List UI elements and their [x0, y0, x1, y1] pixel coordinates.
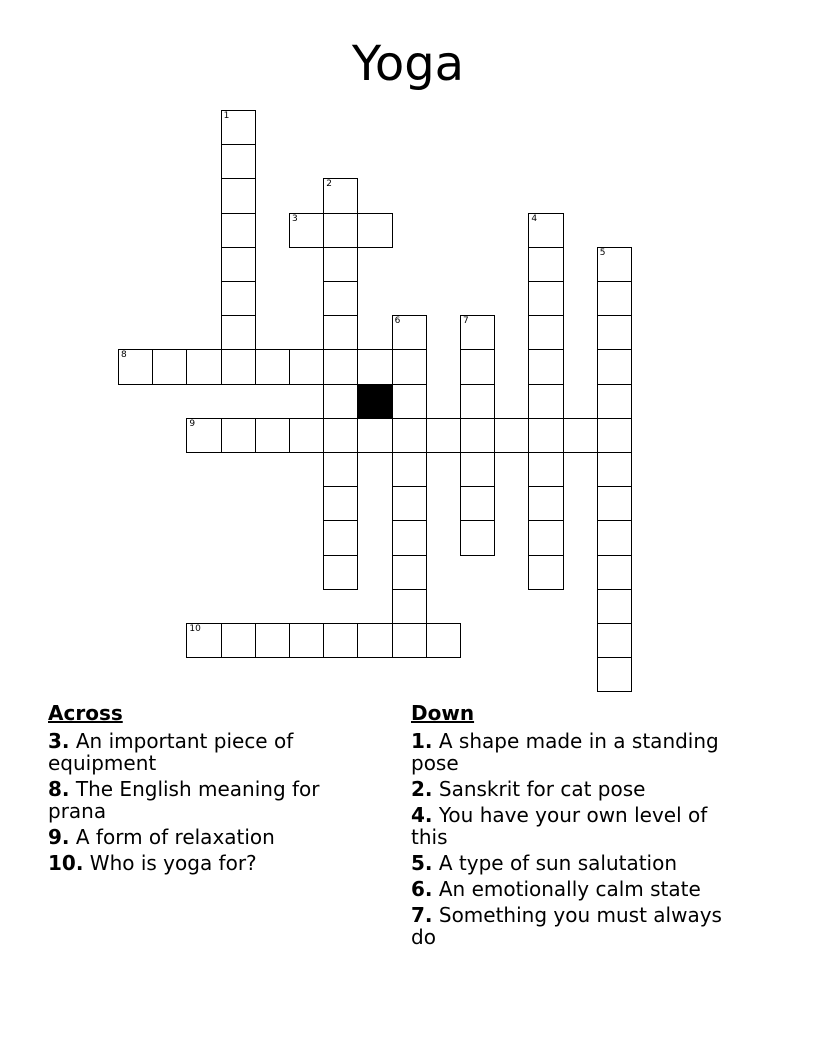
- crossword-cell[interactable]: [323, 486, 358, 521]
- crossword-cell[interactable]: [528, 555, 563, 590]
- down-clue: 6. An emotionally calm state: [411, 877, 701, 901]
- crossword-cell[interactable]: [289, 349, 324, 384]
- crossword-cell[interactable]: [528, 349, 563, 384]
- crossword-cell[interactable]: [392, 486, 427, 521]
- crossword-cell[interactable]: [323, 555, 358, 590]
- crossword-cell[interactable]: [392, 520, 427, 555]
- crossword-cell[interactable]: [528, 418, 563, 453]
- crossword-cell[interactable]: [392, 349, 427, 384]
- crossword-cell[interactable]: [597, 623, 632, 658]
- crossword-cell[interactable]: [221, 281, 256, 316]
- down-clue: 1. A shape made in a standing pose: [411, 729, 719, 775]
- clue-number: 2: [326, 179, 332, 190]
- crossword-cell[interactable]: [597, 657, 632, 692]
- crossword-cell[interactable]: [221, 110, 256, 145]
- crossword-block-cell: [357, 384, 392, 419]
- crossword-cell[interactable]: [426, 418, 461, 453]
- across-clue: 9. A form of relaxation: [48, 825, 275, 849]
- crossword-cell[interactable]: [221, 178, 256, 213]
- crossword-cell[interactable]: [323, 384, 358, 419]
- across-heading: Across: [48, 701, 123, 725]
- crossword-cell[interactable]: [528, 520, 563, 555]
- down-clues: [411, 702, 741, 952]
- crossword-cell[interactable]: [357, 213, 392, 248]
- crossword-cell[interactable]: [221, 623, 256, 658]
- crossword-cell[interactable]: [289, 623, 324, 658]
- clue-number: 7: [463, 316, 469, 327]
- crossword-cell[interactable]: [255, 349, 290, 384]
- crossword-cell[interactable]: [460, 486, 495, 521]
- crossword-cell[interactable]: [597, 589, 632, 624]
- crossword-cell[interactable]: [221, 247, 256, 282]
- crossword-cell[interactable]: [323, 213, 358, 248]
- crossword-cell[interactable]: [597, 520, 632, 555]
- crossword-cell[interactable]: [221, 315, 256, 350]
- crossword-cell[interactable]: [494, 418, 529, 453]
- crossword-cell[interactable]: [528, 247, 563, 282]
- crossword-cell[interactable]: [460, 349, 495, 384]
- down-heading: Down: [411, 701, 475, 725]
- crossword-cell[interactable]: [597, 418, 632, 453]
- crossword-cell[interactable]: [323, 520, 358, 555]
- page-title: Yoga: [351, 36, 465, 92]
- crossword-cell[interactable]: [597, 281, 632, 316]
- crossword-cell[interactable]: [597, 315, 632, 350]
- crossword-cell[interactable]: [460, 520, 495, 555]
- crossword-cell[interactable]: [221, 144, 256, 179]
- crossword-cell[interactable]: [528, 213, 563, 248]
- crossword-cell[interactable]: [255, 418, 290, 453]
- crossword-cell[interactable]: [392, 384, 427, 419]
- crossword-cell[interactable]: [186, 418, 221, 453]
- crossword-cell[interactable]: [392, 452, 427, 487]
- crossword-cell[interactable]: [221, 213, 256, 248]
- clue-number: 8: [121, 350, 127, 361]
- crossword-cell[interactable]: [323, 178, 358, 213]
- crossword-cell[interactable]: [528, 281, 563, 316]
- crossword-cell[interactable]: [392, 315, 427, 350]
- crossword-cell[interactable]: [186, 623, 221, 658]
- crossword-cell[interactable]: [323, 349, 358, 384]
- clue-number: 10: [189, 624, 201, 634]
- down-clue: 4. You have your own level of this: [411, 803, 708, 849]
- crossword-cell[interactable]: [289, 418, 324, 453]
- crossword-cell[interactable]: [528, 315, 563, 350]
- crossword-cell[interactable]: [323, 281, 358, 316]
- clue-number: 9: [189, 418, 196, 429]
- clue-number: 3: [292, 213, 298, 224]
- crossword-cell[interactable]: [460, 315, 495, 350]
- across-clue: 10. Who is yoga for?: [48, 851, 257, 875]
- clue-number: 5: [599, 247, 606, 258]
- crossword-cell[interactable]: [563, 418, 598, 453]
- crossword-cell[interactable]: [221, 349, 256, 384]
- crossword-cell[interactable]: [118, 349, 153, 384]
- crossword-cell[interactable]: [597, 555, 632, 590]
- crossword-cell[interactable]: [392, 418, 427, 453]
- crossword-cell[interactable]: [289, 213, 324, 248]
- crossword-cell[interactable]: [221, 418, 256, 453]
- crossword-cell[interactable]: [152, 349, 187, 384]
- crossword-cell[interactable]: [392, 555, 427, 590]
- across-clue: 3. An important piece of equipment: [48, 729, 294, 775]
- crossword-cell[interactable]: [528, 384, 563, 419]
- crossword-cell[interactable]: [357, 418, 392, 453]
- crossword-cell[interactable]: [392, 623, 427, 658]
- down-clue: 7. Something you must always do: [411, 903, 722, 949]
- clue-number: 4: [531, 213, 538, 224]
- crossword-cell[interactable]: [597, 384, 632, 419]
- crossword-cell[interactable]: [323, 247, 358, 282]
- crossword-cell[interactable]: [186, 349, 221, 384]
- crossword-cell[interactable]: [597, 247, 632, 282]
- crossword-cell[interactable]: [323, 418, 358, 453]
- crossword-cell[interactable]: [357, 349, 392, 384]
- crossword-cell[interactable]: [597, 486, 632, 521]
- crossword-cell[interactable]: [323, 452, 358, 487]
- crossword-cell[interactable]: [528, 486, 563, 521]
- crossword-cell[interactable]: [597, 349, 632, 384]
- crossword-cell[interactable]: [392, 589, 427, 624]
- across-clue: 8. The English meaning for prana: [48, 777, 320, 823]
- clue-number: 6: [394, 316, 401, 327]
- crossword-cell[interactable]: [460, 384, 495, 419]
- crossword-cell[interactable]: [597, 452, 632, 487]
- crossword-cell[interactable]: [255, 623, 290, 658]
- crossword-cell[interactable]: [357, 623, 392, 658]
- crossword-cell[interactable]: [323, 623, 358, 658]
- across-clues: [48, 702, 348, 878]
- down-clue: 2. Sanskrit for cat pose: [411, 777, 646, 801]
- crossword-cell[interactable]: [460, 418, 495, 453]
- down-clue: 5. A type of sun salutation: [411, 851, 678, 875]
- crossword-cell[interactable]: [528, 452, 563, 487]
- crossword-cell[interactable]: [426, 623, 461, 658]
- crossword-cell[interactable]: [323, 315, 358, 350]
- clue-number: 1: [223, 111, 230, 121]
- crossword-cell[interactable]: [460, 452, 495, 487]
